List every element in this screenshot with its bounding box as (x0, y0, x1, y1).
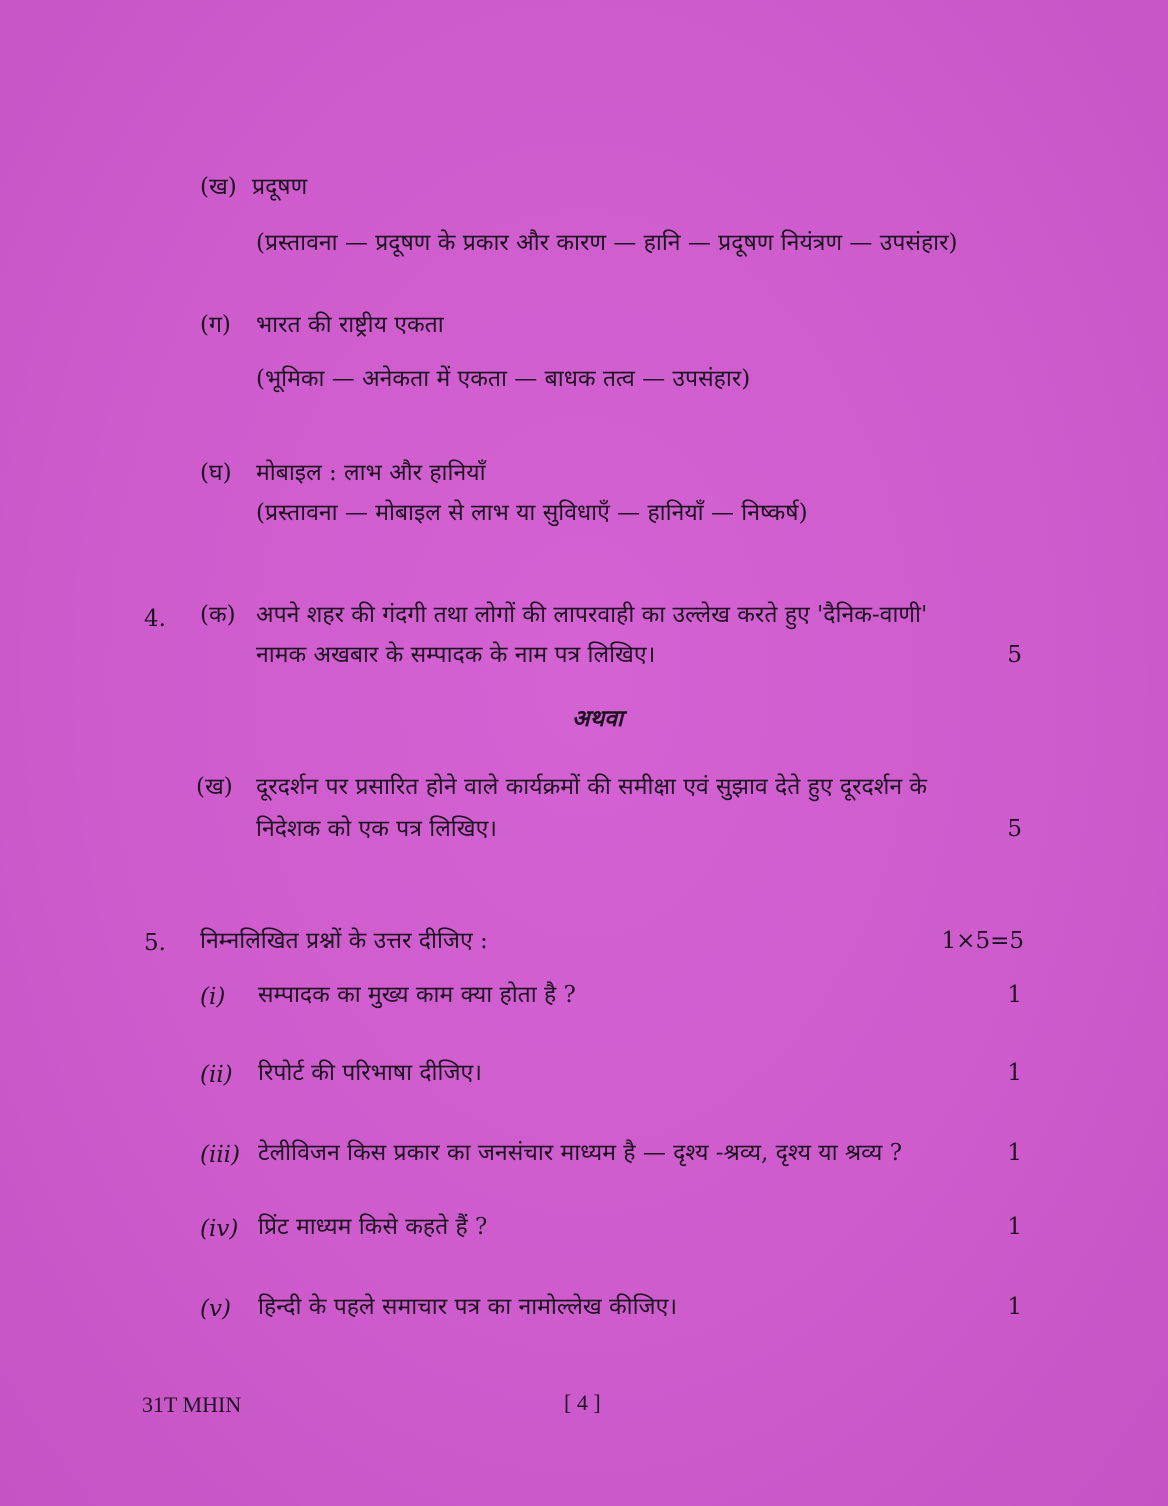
q4b-line2: निदेशक को एक पत्र लिखिए। (256, 816, 498, 842)
topic-gha-label: (घ) (200, 460, 232, 486)
q4-or: अथवा (572, 705, 624, 732)
topic-gha-outline: (प्रस्तावना — मोबाइल से लाभ या सुविधाएँ — हानियाँ — निष्कर्ष) (256, 500, 808, 526)
q4a-label: (क) (200, 602, 236, 628)
q5-item-label: (iv) (200, 1216, 239, 1242)
q4b-label: (ख) (196, 774, 233, 800)
q5-item-label: (v) (200, 1296, 231, 1322)
q5-item-marks: 1 (1007, 1214, 1022, 1240)
q5-item-marks: 1 (1007, 1060, 1022, 1086)
topic-kha-title: प्रदूषण (252, 174, 308, 200)
q5-heading: निम्नलिखित प्रश्नों के उत्तर दीजिए : (200, 928, 488, 954)
q5-marks: 1×5=5 (941, 928, 1024, 954)
topic-ga-label: (ग) (200, 312, 231, 338)
q5-item-label: (ii) (200, 1062, 233, 1088)
q5-item-text: टेलीविजन किस प्रकार का जनसंचार माध्यम है — दृश्य -श्रव्य, दृश्य या श्रव्य ? (258, 1140, 903, 1166)
q4-number: 4. (144, 606, 166, 632)
topic-ga-title: भारत की राष्ट्रीय एकता (256, 312, 444, 338)
topic-kha-outline: (प्रस्तावना — प्रदूषण के प्रकार और कारण — हानि — प्रदूषण नियंत्रण — उपसंहार) (256, 230, 958, 256)
topic-kha-label: (ख) (200, 174, 237, 200)
q5-number: 5. (144, 930, 166, 956)
topic-ga-outline: (भूमिका — अनेकता में एकता — बाधक तत्व — उपसंहार) (256, 366, 751, 392)
q5-item-label: (iii) (200, 1142, 241, 1168)
page-number: [ 4 ] (564, 1390, 601, 1415)
q4b-line1: दूरदर्शन पर प्रसारित होने वाले कार्यक्रमों की समीक्षा एवं सुझाव देते हुए दूरदर्शन के (256, 774, 928, 800)
q5-item-marks: 1 (1007, 1140, 1022, 1166)
q4a-marks: 5 (1007, 642, 1022, 668)
topic-gha-title: मोबाइल : लाभ और हानियाँ (256, 460, 486, 486)
q5-item-marks: 1 (1007, 982, 1022, 1008)
q5-item-text: हिन्दी के पहले समाचार पत्र का नामोल्लेख कीजिए। (258, 1294, 678, 1320)
q4a-line2: नामक अखबार के सम्पादक के नाम पत्र लिखिए। (256, 642, 656, 668)
q5-item-label: (i) (200, 984, 226, 1010)
paper-code: 31T MHIN (142, 1392, 242, 1417)
q5-item-text: प्रिंट माध्यम किसे कहते हैं ? (258, 1214, 488, 1240)
q4a-line1: अपने शहर की गंदगी तथा लोगों की लापरवाही का उल्लेख करते हुए 'दैनिक-वाणी' (256, 602, 928, 628)
q5-item-text: सम्पादक का मुख्य काम क्या होता है ? (258, 982, 576, 1008)
q4b-marks: 5 (1007, 816, 1022, 842)
q5-item-text: रिपोर्ट की परिभाषा दीजिए। (258, 1060, 482, 1086)
q5-item-marks: 1 (1007, 1294, 1022, 1320)
